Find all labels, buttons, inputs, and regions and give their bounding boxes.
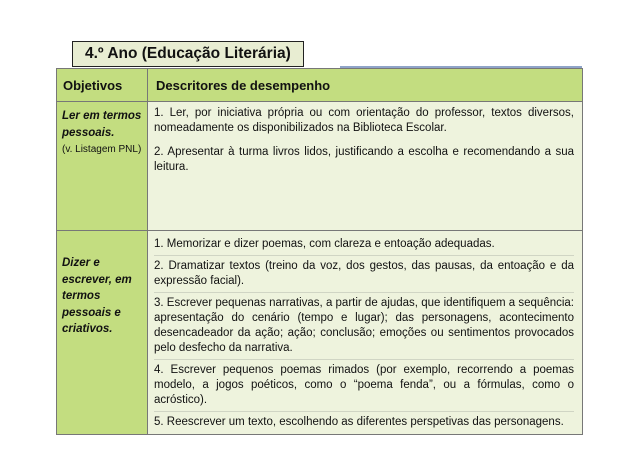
objective-text: Ler em termos pessoais. bbox=[62, 110, 142, 139]
objective-cell bbox=[57, 102, 148, 231]
descriptor-item: 5. Reescrever um texto, escolhendo as diferentes perspetivas das personagens. bbox=[154, 416, 564, 428]
objective-note: (v. Listagem PNL) bbox=[62, 144, 142, 155]
descriptor-item: 1. Ler, por iniciativa própria ou com orientação do professor, textos diversos, nomeadamente os disponibilizados na Biblioteca Escolar. bbox=[154, 107, 574, 134]
table-row bbox=[57, 102, 583, 231]
table-row bbox=[57, 231, 583, 435]
descriptor-cell bbox=[148, 231, 583, 435]
objective-text: Dizer e escrever, em termos pessoais e criativos. bbox=[62, 257, 132, 335]
descriptor-item: 2. Dramatizar textos (treino da voz, dos gestos, das pausas, da entoação e da expressão facial). bbox=[154, 259, 574, 293]
descriptor-item: 3. Escrever pequenas narrativas, a partir de ajudas, que identifiquem a sequência: apresentação do cenário (tempo e lugar); das personagens, acontecimento desencadeador da ação; ação; conclusão; emoções ou sentimentos provocados pelo desfecho da narrativa. bbox=[154, 296, 574, 360]
descriptor-item: 1. Memorizar e dizer poemas, com clareza e entoação adequadas. bbox=[154, 237, 574, 256]
objective-cell bbox=[57, 231, 148, 435]
header-descriptors: Descritores de desempenho bbox=[148, 69, 583, 102]
header-objectives: Objetivos bbox=[57, 69, 148, 102]
descriptor-item: 2. Apresentar à turma livros lidos, justificando a escolha e recomendando a sua leitura. bbox=[154, 146, 574, 173]
descriptor-cell bbox=[148, 102, 583, 231]
descriptor-item: 4. Escrever pequenos poemas rimados (por exemplo, recorrendo a poemas modelo, a jogos poéticos, como o “poema fenda”, ou a fórmulas, como o acróstico). bbox=[154, 363, 574, 412]
table-header-row bbox=[57, 69, 583, 102]
page-title: 4.º Ano (Educação Literária) bbox=[72, 41, 304, 67]
descriptors-table bbox=[56, 68, 583, 435]
